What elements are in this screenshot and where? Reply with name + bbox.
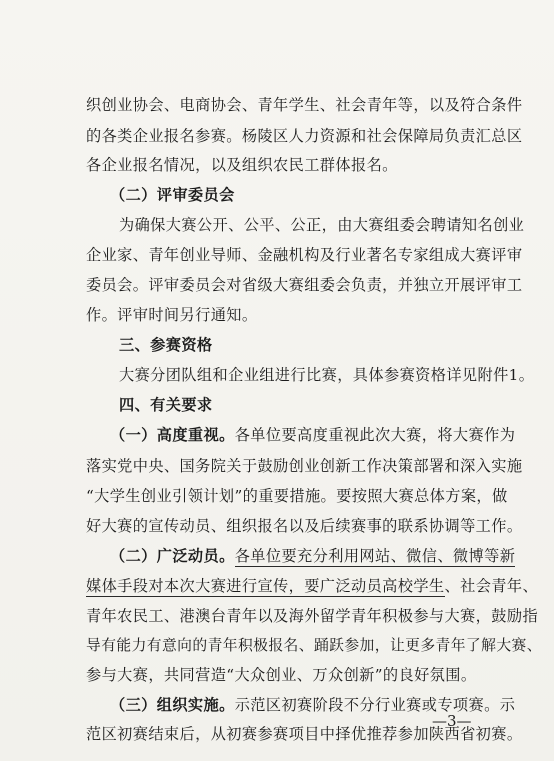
paragraph-line: 的各类企业报名参赛。杨陵区人力资源和社会保障局负责汇总区 — [86, 127, 523, 145]
subheading-mobilization: （二）广泛动员。 — [110, 547, 235, 565]
paragraph-line — [110, 425, 515, 445]
section-heading-committee: （二）评审委员会 — [110, 186, 235, 204]
paragraph-line: 织创业协会、电商协会、青年学生、社会青年等，以及符合条件 — [86, 96, 523, 114]
paragraph-line: 各企业报名情况，以及组织农民工群体报名。 — [86, 156, 398, 174]
paragraph-line: 青年农民工、港澳台青年以及海外留学青年积极参与大赛，鼓励指 — [86, 607, 539, 625]
paragraph-line: “大学生创业引领计划”的重要措施。要按照大赛总体方案，做 — [86, 487, 508, 505]
section-heading-requirements: 四、有关要求 — [119, 396, 213, 414]
paragraph-line: 导有能力有意向的青年积极报名、踊跃参加，让更多青年了解大赛、 — [86, 637, 542, 654]
paragraph-line — [110, 546, 515, 566]
paragraph-line: 落实党中央、国务院关于鼓励创业创新工作决策部署和深入实施 — [86, 457, 523, 475]
paragraph-line: 企业家、青年创业导师、金融机构及行业著名专家组成大赛评审 — [86, 246, 523, 264]
paragraph-line: 好大赛的宣传动员、组织报名以及后续赛事的联系协调等工作。 — [86, 517, 523, 535]
paragraph-line — [86, 576, 538, 596]
paragraph-text: 、社会青年、 — [444, 577, 539, 595]
paragraph-line: 大赛分团队组和企业组进行比赛，具体参赛资格详见附件1。 — [119, 366, 535, 384]
underlined-text: 媒体手段对本次大赛进行宣传，要广泛动员高校学生 — [86, 577, 445, 595]
section-heading-eligibility: 三、参赛资格 — [119, 336, 213, 354]
paragraph-line: 作。评审时间另行通知。 — [86, 306, 258, 324]
subheading-implementation: （三）组织实施。 — [110, 696, 235, 714]
subheading-priority: （一）高度重视。 — [110, 426, 235, 444]
paragraph-line: 参与大赛，共同营造“大众创业、万众创新”的良好氛围。 — [86, 666, 477, 684]
paragraph-line: 范区初赛结束后，从初赛参赛项目中择优推荐参加陕西省初赛。 — [86, 725, 523, 743]
underlined-text: 各单位要充分利用网站、微信、微博等新 — [234, 547, 516, 565]
paragraph-text: 各单位要高度重视此次大赛，将大赛作为 — [234, 426, 516, 444]
paragraph-line: 委员会。评审委员会对省级大赛组委会负责，并独立开展评审工 — [86, 276, 523, 294]
paragraph-text: 示范区初赛阶段不分行业赛或专项赛。示 — [234, 696, 516, 714]
page-number: —3— — [432, 712, 472, 730]
paragraph-line: 为确保大赛公开、公平、公正，由大赛组委会聘请知名创业 — [119, 216, 525, 234]
